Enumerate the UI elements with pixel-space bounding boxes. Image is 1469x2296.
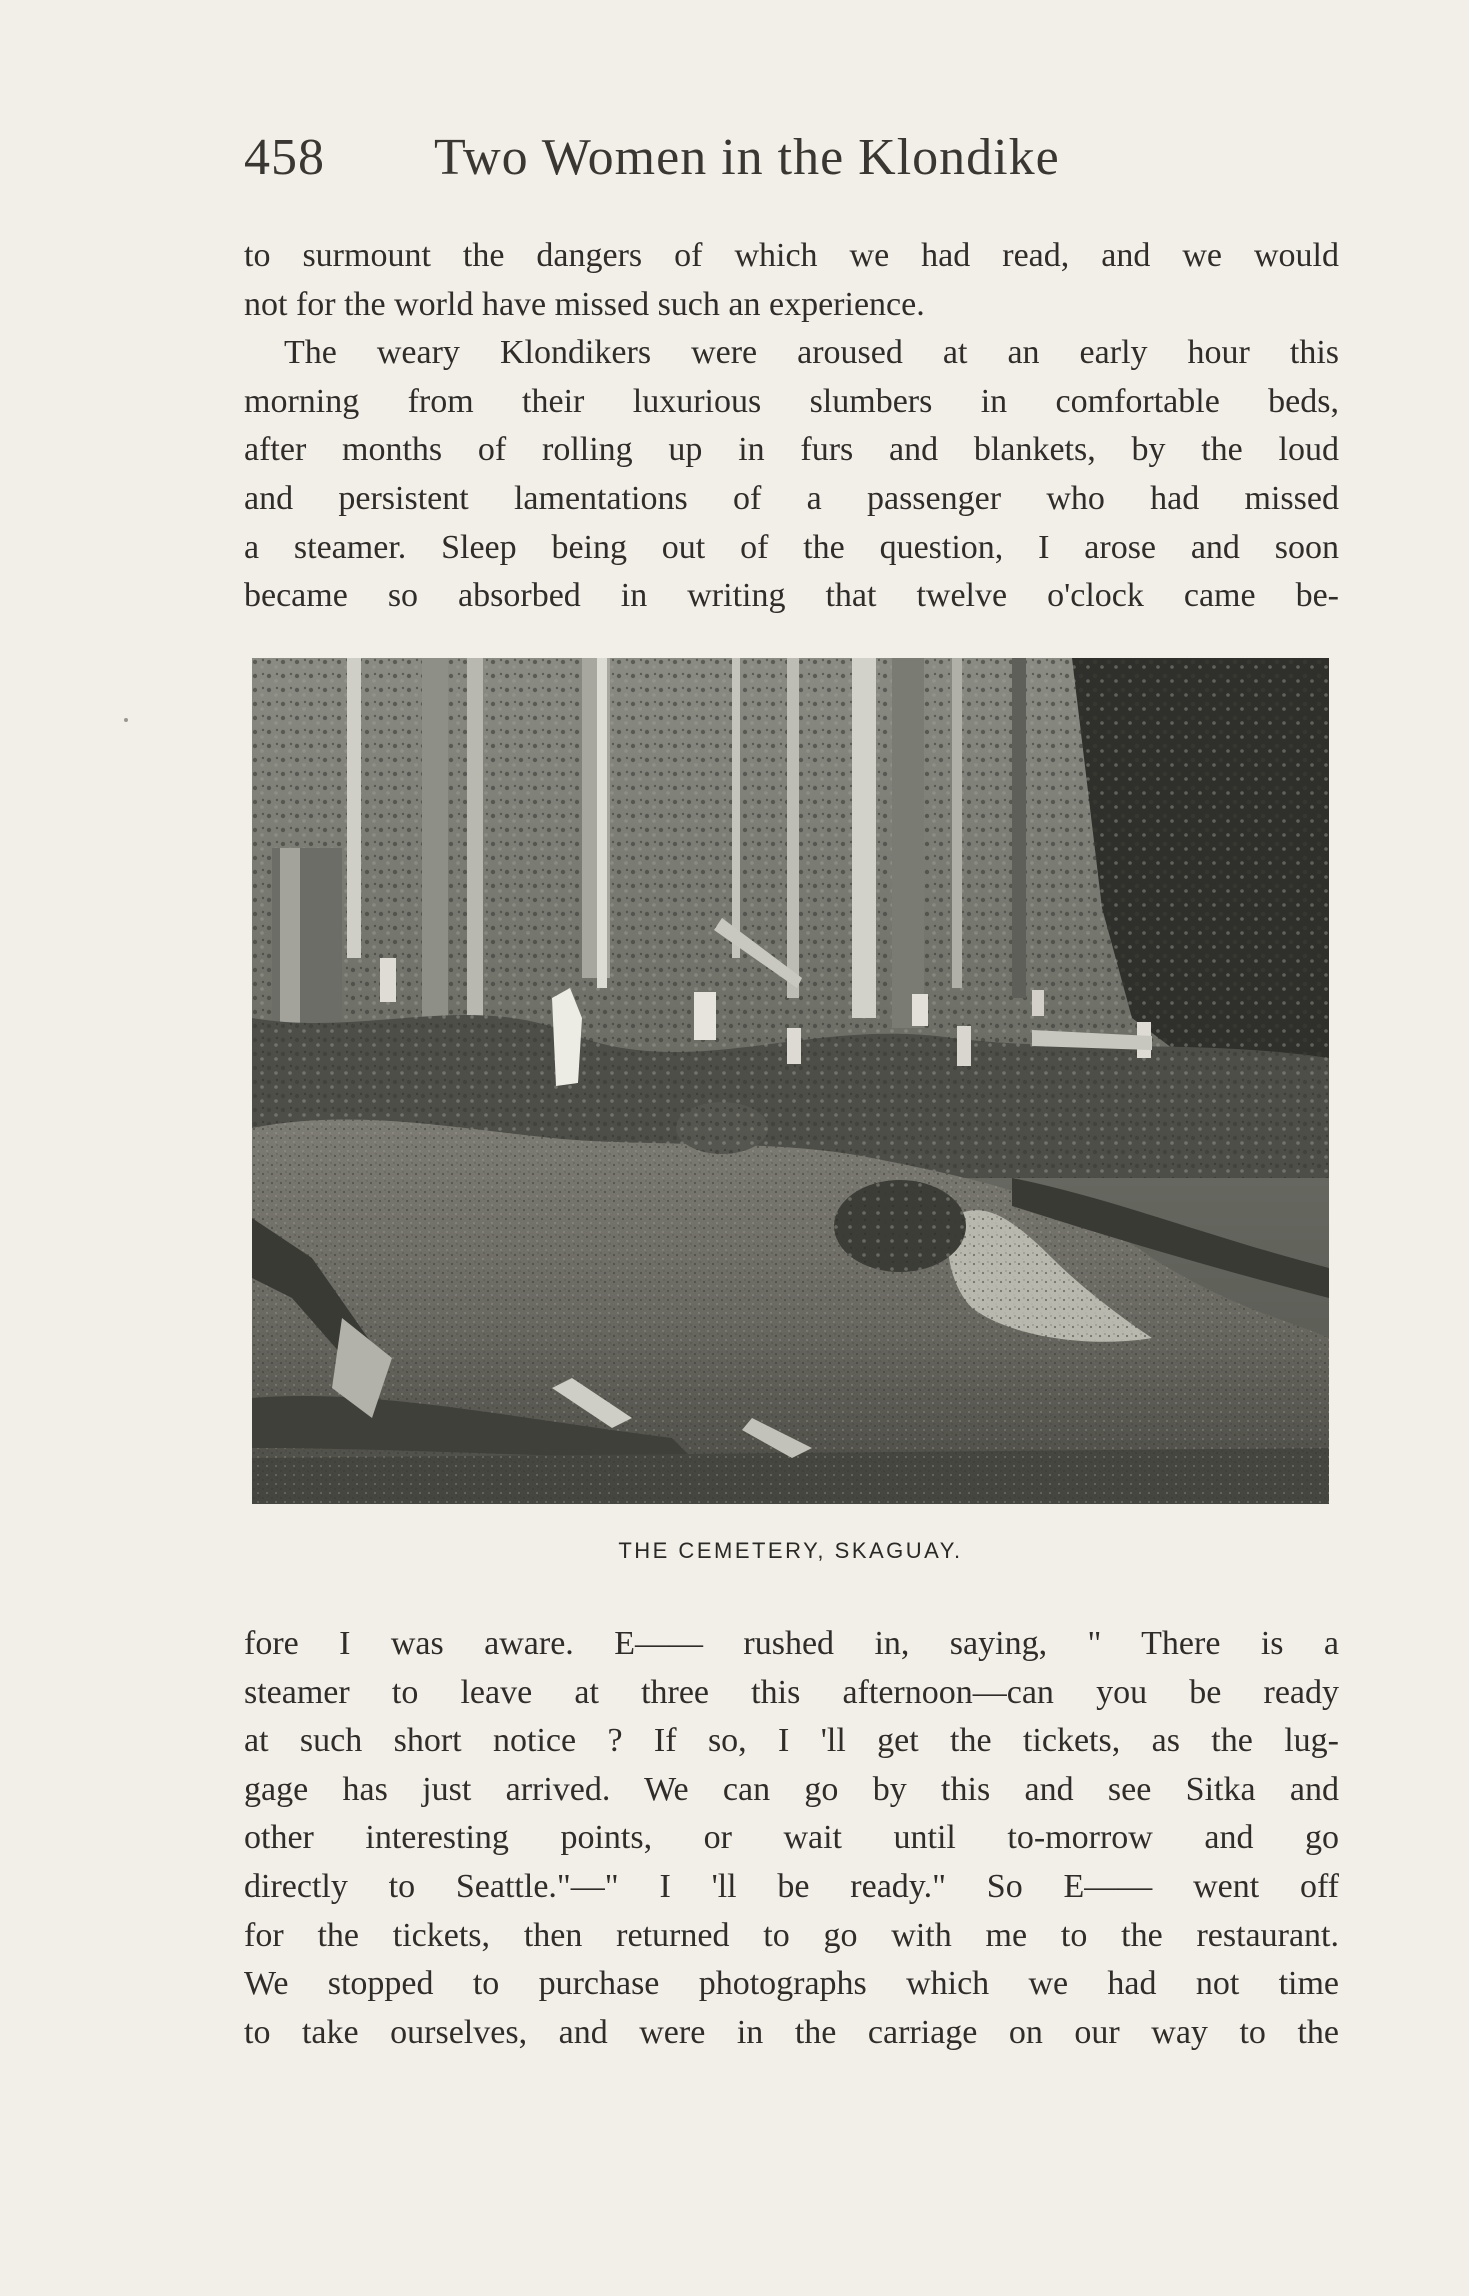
text-line: and persistent lamentations of a passenger who had missed: [244, 479, 1339, 517]
figure-caption: THE CEMETERY, SKAGUAY.: [618, 1538, 963, 1563]
text-block-top: [244, 232, 1339, 621]
text-line: gage has just arrived. We can go by this and see Sitka and: [244, 1770, 1339, 1808]
text-line: other interesting points, or wait until to-morrow and go: [244, 1819, 1339, 1857]
text-line: to take ourselves, and were in the carriage on our way to the: [244, 2013, 1339, 2051]
running-head: [244, 118, 1344, 198]
text-line: directly to Seattle."—" I 'll be ready." So E—— went off: [244, 1867, 1339, 1905]
text-line: at such short notice ? If so, I 'll get the tickets, as the lug-: [244, 1722, 1339, 1760]
margin-speck: [124, 718, 128, 722]
text-line: became so absorbed in writing that twelve o'clock came be-: [244, 577, 1339, 615]
cemetery-photograph: [252, 658, 1329, 1504]
text-block-bottom: [244, 1620, 1339, 2057]
text-line: to surmount the dangers of which we had read, and we would: [244, 237, 1339, 274]
forest-cemetery-photo: [252, 658, 1329, 1504]
text-line: steamer to leave at three this afternoon—can you be ready: [244, 1673, 1339, 1711]
text-line: not for the world have missed such an experience.: [244, 285, 925, 323]
page-number: 458: [244, 129, 325, 186]
text-line: a steamer. Sleep being out of the question, I arose and soon: [244, 528, 1339, 566]
text-line: The weary Klondikers were aroused at an early hour this: [284, 334, 1339, 372]
book-title: Two Women in the Klondike: [434, 129, 1060, 186]
text-line: for the tickets, then returned to go with me to the restaurant.: [244, 1916, 1339, 1954]
text-line: We stopped to purchase photographs which we had not time: [244, 1965, 1339, 2003]
text-line: after months of rolling up in furs and blankets, by the loud: [244, 431, 1339, 469]
text-line: morning from their luxurious slumbers in comfortable beds,: [244, 382, 1339, 420]
text-line: fore I was aware. E—— rushed in, saying, " There is a: [244, 1625, 1339, 1662]
